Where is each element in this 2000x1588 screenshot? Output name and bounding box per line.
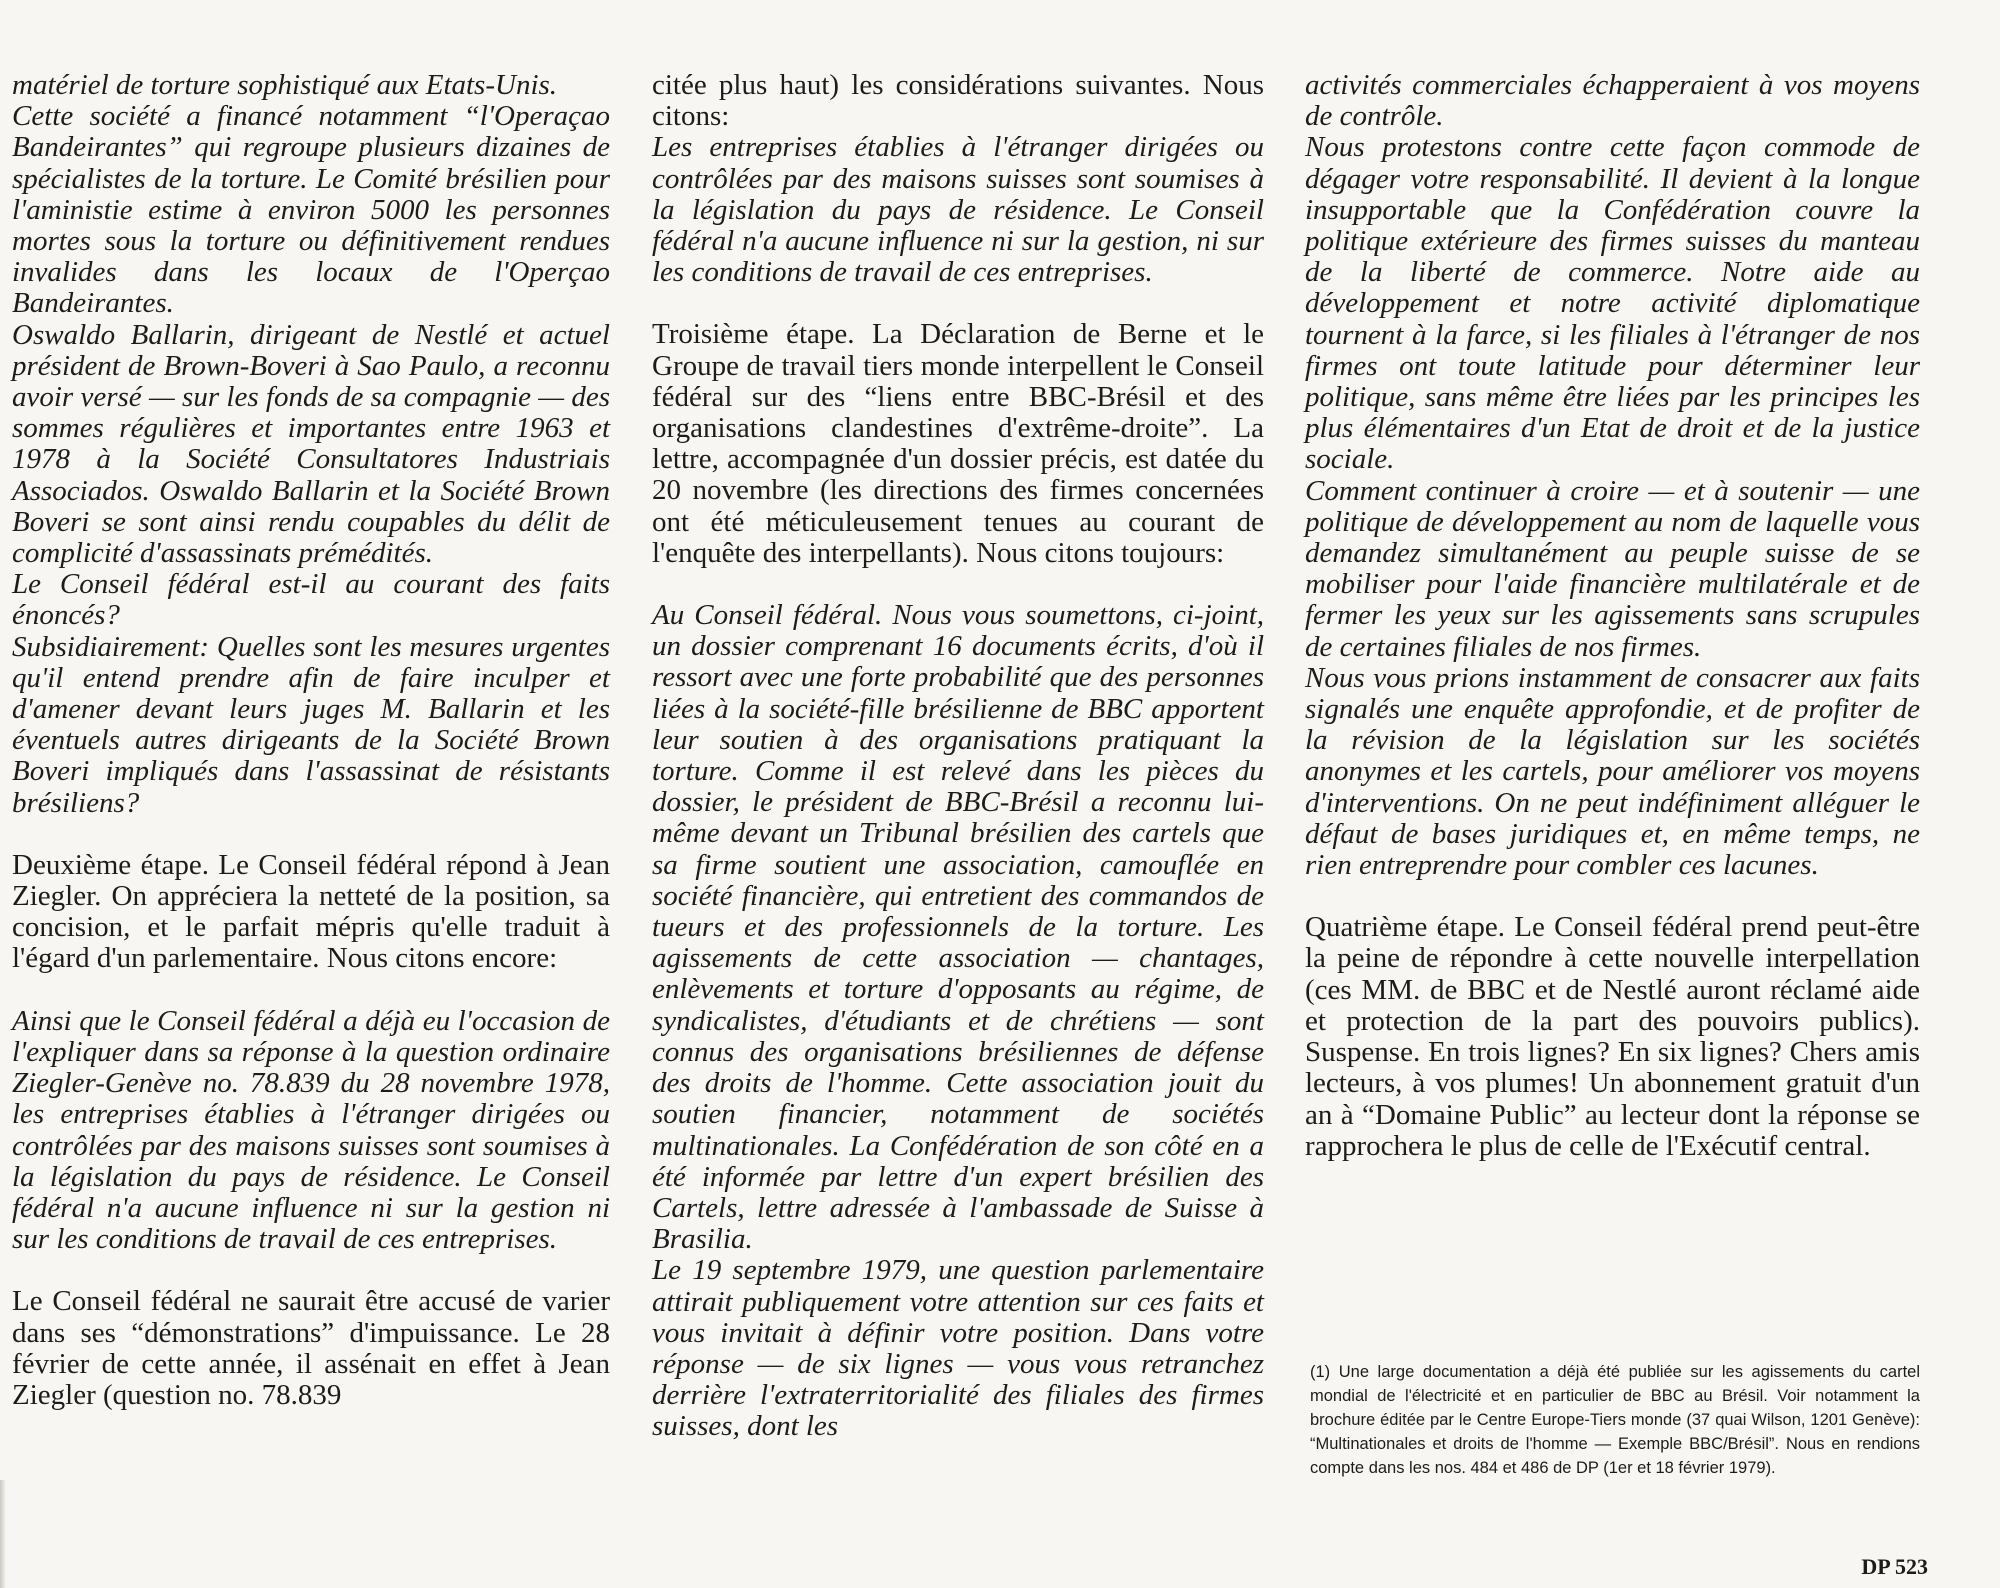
paragraph: Le Conseil fédéral est-il au courant des faits énoncés? [12,568,610,632]
paragraph: Ainsi que le Conseil fédéral a déjà eu l'occasion de l'expliquer dans sa réponse à la question ordinaire Ziegler-Genève no. 78.839 du 28 novembre 1978, les entreprises établies à l'étranger dirigées ou contrôlées par des maisons suisses sont soumises à la législation du pays de résidence. Le Conseil fédéral n'a aucune influence ni sur la gestion ni sur les conditions de travail de ces entreprises. [12,1004,610,1256]
paragraph: Quatrième étape. Le Conseil fédéral prend peut-être la peine de répondre à cette nouvelle interpellation (ces MM. de BBC et de Nestlé auront réclamé aide et protection de la part des pouvoirs publics). Suspense. En trois lignes? En six lignes? Chers amis lecteurs, à vos plumes! Un abonnement gratuit d'un an à “Domaine Public” au lecteur dont la réponse se rapprochera le plus de celle de l'Exécutif central. [1305,911,1920,1162]
column-3 [1305,70,1920,1162]
column-2 [652,70,1264,1443]
paragraph: Le 19 septembre 1979, une question parlementaire attirait publiquement votre attention sur ces faits et vous invitait à définir votre position. Dans votre réponse — de six lignes — vous vous retranchez derrière l'extraterritorialité des filiales des firmes suisses, dont les [652,1254,1264,1443]
paragraph: Deuxième étape. Le Conseil fédéral répond à Jean Ziegler. On appréciera la netteté de la position, sa concision, et le parfait mépris qu'elle traduit à l'égard d'un parlementaire. Nous citons encore: [12,848,610,975]
column-1 [12,70,610,1411]
paragraph: matériel de torture sophistiqué aux Etats-Unis. [12,69,558,101]
page-edge-shadow [0,1480,6,1588]
page-label: DP 523 [1861,1554,1928,1579]
paragraph: Subsidiairement: Quelles sont les mesures urgentes qu'il entend prendre afin de faire inculper et d'amener devant leurs juges M. Ballarin et les éventuels autres dirigeants de la Société Brown Boveri impliqués dans l'assassinat de résistants brésiliens? [12,630,610,819]
paragraph: Cette société a financé notamment “l'Operaçao Bandeirantes” qui regroupe plusieurs dizaines de spécialistes de la torture. Le Comité brésilien pour l'aministie estime à environ 5000 les personnes mortes sous la torture ou définitivement rendues invalides dans les locaux de l'Operçao Bandeirantes. [12,100,610,320]
paragraph: Au Conseil fédéral. Nous vous soumettons, ci-joint, un dossier comprenant 16 documents écrits, d'où il ressort avec une forte probabilité que des personnes liées à la société-fille brésilienne de BBC apportent leur soutien à des organisations pratiquant la torture. Comme il est relevé dans les pièces du dossier, le président de BBC-Brésil a reconnu lui-même devant un Tribunal brésilien des cartels que sa firme soutient une association, camouflée en société financière, qui entretient des commandos de tueurs et des professionnels de la torture. Les agissements de cette association — chantages, enlèvements et torture d'opposants au régime, de syndicalistes, d'étudiants et de chrétiens — sont connus des organisations brésiliennes de défense des droits de l'homme. Cette association jouit du soutien financier, notamment de sociétés multinationales. La Confédération de son côté en a été informée par lettre d'un expert brésilien des Cartels, lettre adressée à l'ambassade de Suisse à Brasilia. [652,599,1264,1256]
paragraph: Nous vous prions instamment de consacrer aux faits signalés une enquête approfondie, et de profiter de la révision de la législation sur les sociétés anonymes et les cartels, pour améliorer vos moyens d'interventions. On ne peut indéfiniment alléguer le défaut de bases juridiques et, en même temps, ne rien entreprendre pour combler ces lacunes. [1305,661,1920,882]
paragraph: Les entreprises établies à l'étranger dirigées ou contrôlées par des maisons suisses sont soumises à la législation du pays de résidence. Le Conseil fédéral n'a aucune influence ni sur la gestion, ni sur les conditions de travail de ces entreprises. [652,131,1264,289]
paragraph: Le Conseil fédéral ne saurait être accusé de varier dans ses “démonstrations” d'impuissance. Le 28 février de cette année, il assénait en effet à Jean Ziegler (question no. 78.839 [12,1285,610,1411]
footnote [1310,1360,1920,1480]
paragraph: Troisième étape. La Déclaration de Berne et le Groupe de travail tiers monde interpellent le Conseil fédéral sur des “liens entre BBC-Brésil et des organisations clandestines d'extrême-droite”. La lettre, accompagnée d'un dossier précis, est datée du 20 novembre (les directions des firmes concernées ont été méticuleusement tenues au courant de l'enquête des interpellants). Nous citons toujours: [652,318,1264,569]
paragraph: Comment continuer à croire — et à soutenir — une politique de développement au nom de laquelle vous demandez simultanément au peuple suisse de se mobiliser pour l'aide financière multilatérale et de fermer les yeux sur les agissements sans scrupules de certaines filiales de nos firmes. [1305,474,1920,663]
paragraph: Oswaldo Ballarin, dirigeant de Nestlé et actuel président de Brown-Boveri à Sao Paulo, a reconnu avoir versé — sur les fonds de sa compagnie — des sommes régulières et importantes entre 1963 et 1978 à la Société Consultatores Industriais Associados. Oswaldo Ballarin et la Société Brown Boveri se sont ainsi rendu coupables du délit de complicité d'assassinats prémédités. [12,318,610,570]
paragraph: Nous protestons contre cette façon commode de dégager votre responsabilité. Il devient à la longue insupportable que la Confédération couvre la politique extérieure des firmes suisses du manteau de la liberté de commerce. Notre aide au développement et notre activité diplomatique tournent à la farce, si les filiales à l'étranger de nos firmes ont toute latitude pour déterminer leur politique, sans même être liées par les principes les plus élémentaires d'un Etat de droit et de la justice sociale. [1305,131,1920,476]
paragraph: citée plus haut) les considérations suivantes. Nous citons: [652,69,1264,133]
paragraph: activités commerciales échapperaient à vos moyens de contrôle. [1305,69,1920,133]
footnote-text: (1) Une large documentation a déjà été publiée sur les agissements du cartel mondial de l'électricité et en particulier de BBC au Brésil. Voir notamment la brochure éditée par le Centre Europe-Tiers monde (37 quai Wilson, 1201 Genève): “Multinationales et droits de l'homme — Exemple BBC/Brésil”. Nous en rendions compte dans les nos. 484 et 486 de DP (1er et 18 février 1979). [1310,1363,1920,1477]
